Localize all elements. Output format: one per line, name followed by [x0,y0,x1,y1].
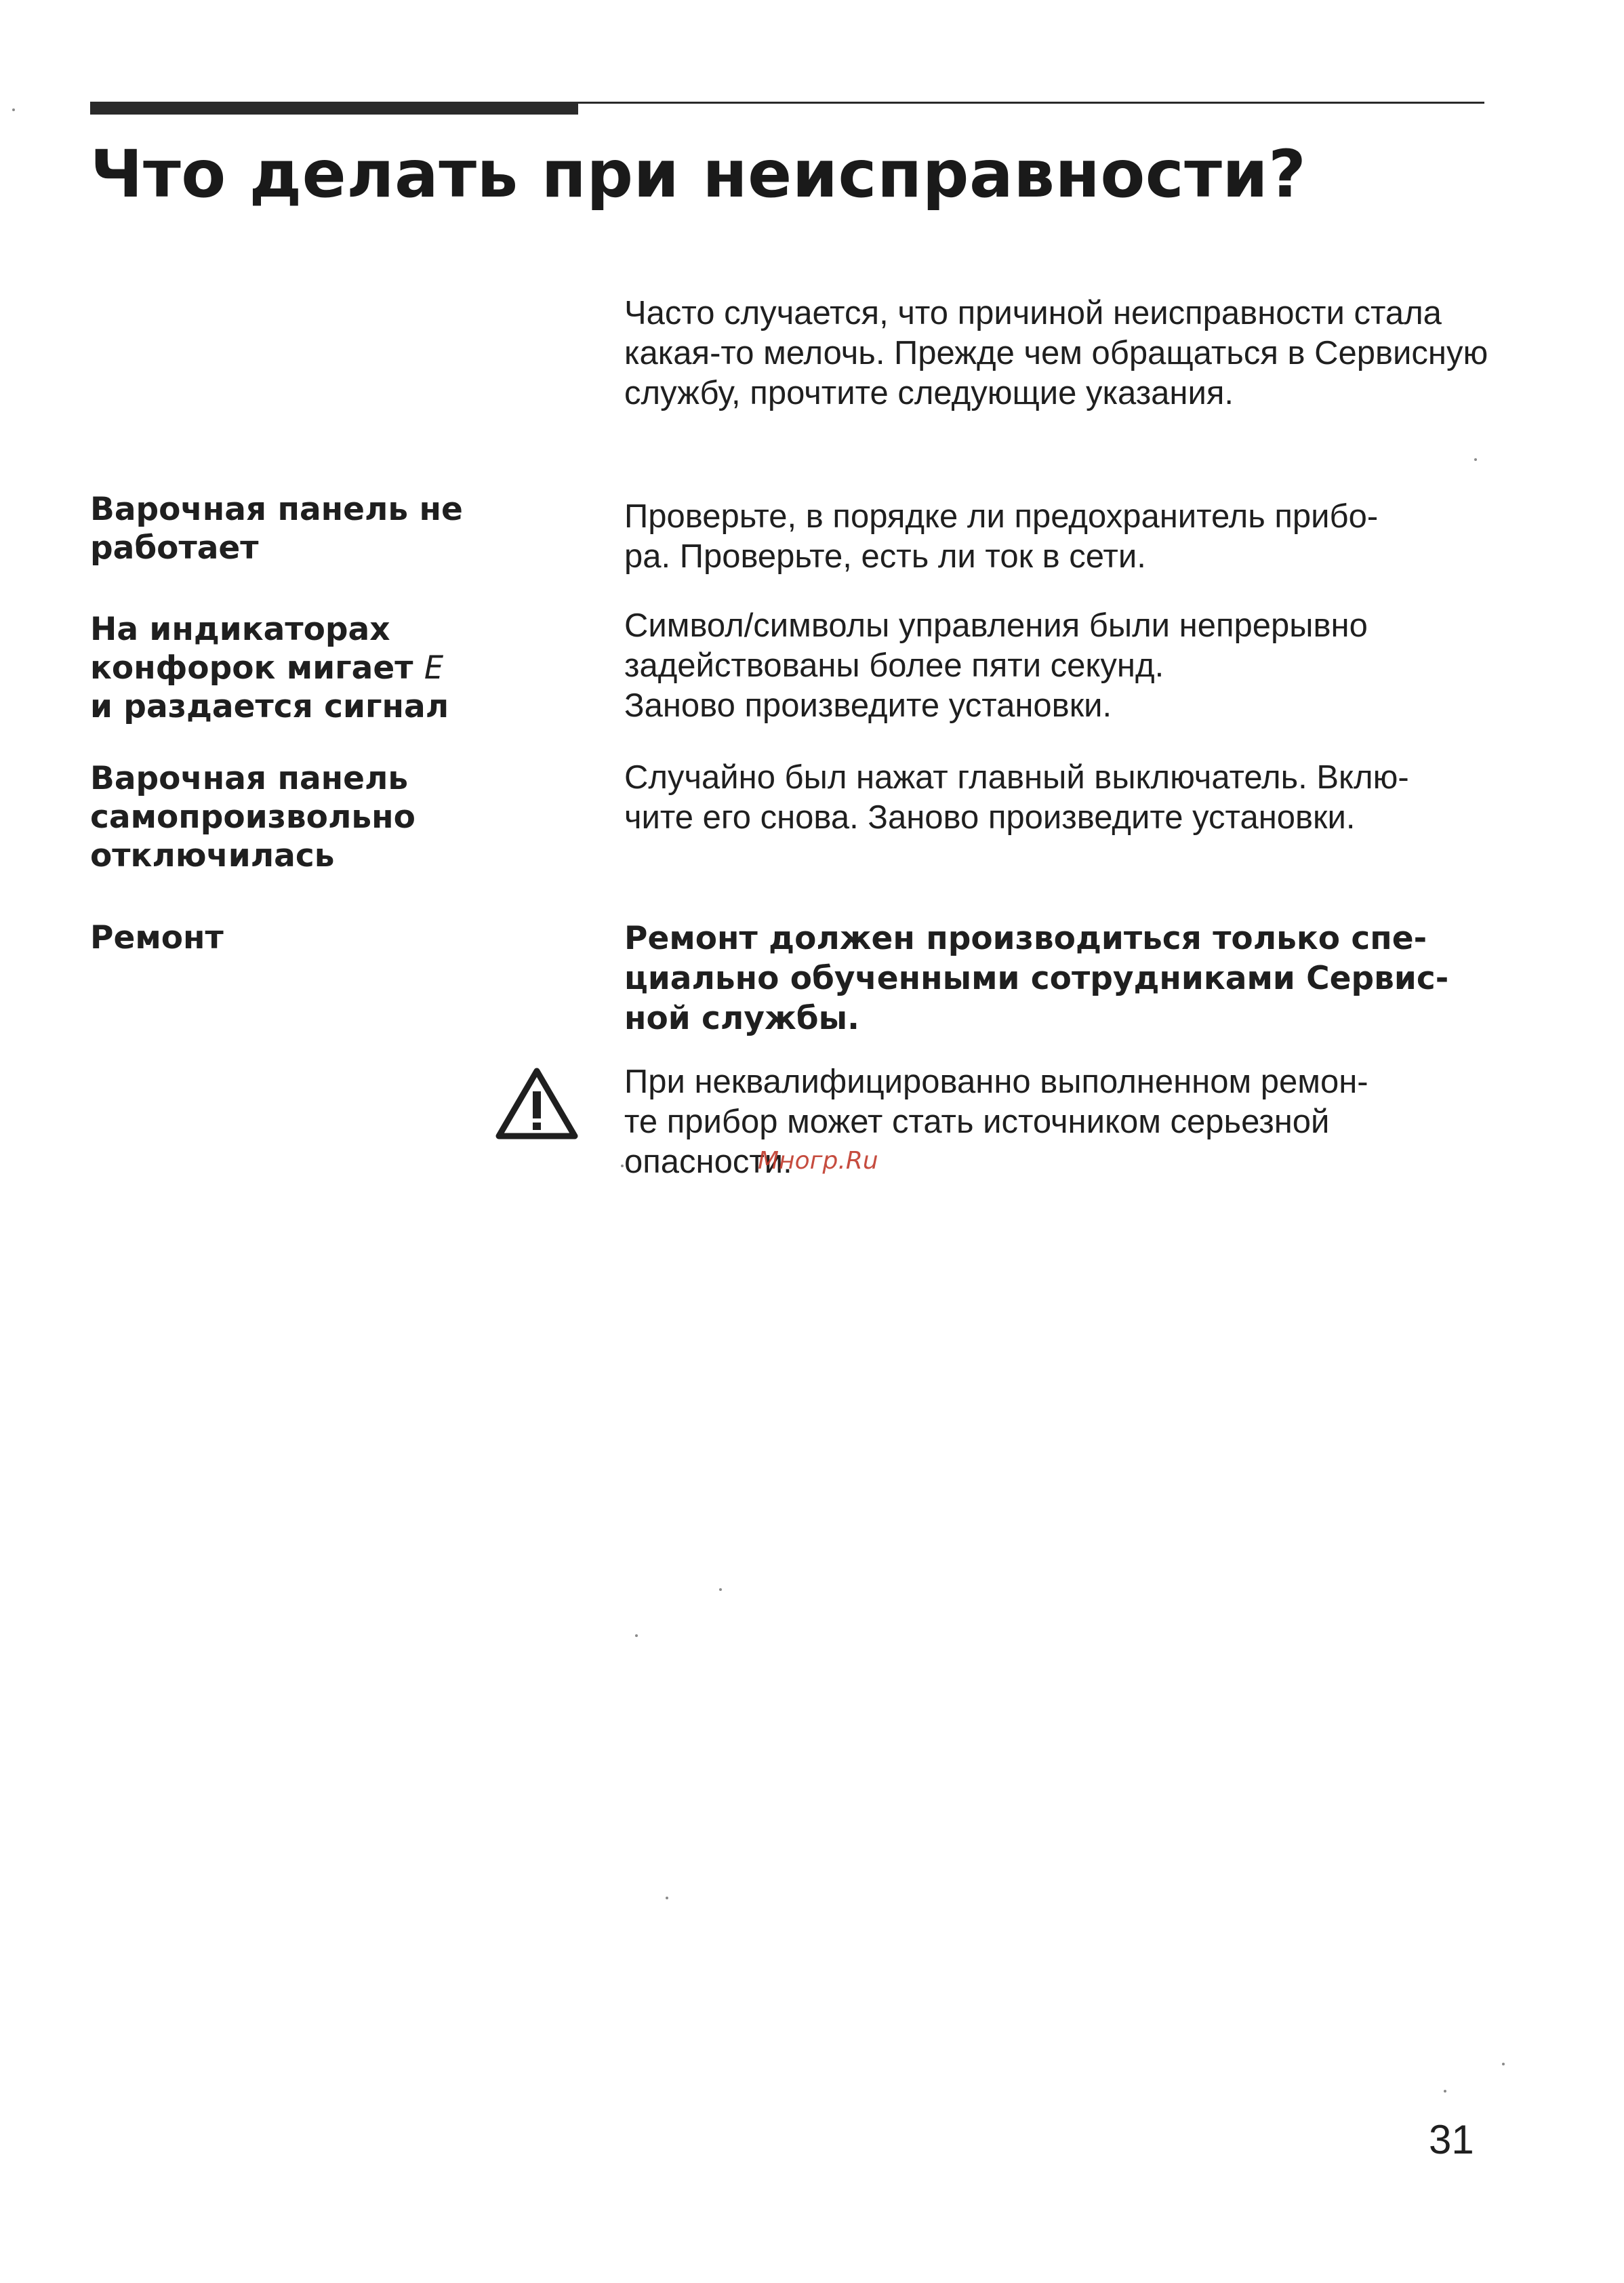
desc-line: Символ/символы управления были непрерывно [624,607,1368,644]
scan-speck [1502,2063,1505,2065]
desc-line: Случайно был нажат главный выключатель. Вклю- [624,759,1409,796]
page-number: 31 [1429,2117,1474,2162]
header-rule-thin [578,102,1484,104]
term-line: Ремонт [90,919,224,956]
display-symbol-e: E [424,649,444,687]
term-line: работает [90,529,259,567]
problem-term-4 [90,918,510,957]
desc-line: Заново произведите установки. [624,687,1112,724]
problem-term-3 [90,759,510,875]
desc-line: ной службы. [624,1000,859,1037]
desc-line: ра. Проверьте, есть ли ток в сети. [624,538,1146,575]
desc-line: При неквалифицированно выполненном ремон- [624,1064,1368,1100]
scan-speck [1474,458,1477,461]
term-line: На индикаторах [90,611,390,648]
scan-speck [621,1165,624,1167]
scan-speck [635,1634,638,1637]
watermark: Mногp.Ru [758,1147,878,1175]
desc-line: Проверьте, в порядке ли предохранитель прибо- [624,498,1379,535]
solution-text-2 [624,606,1492,726]
scan-speck [1444,2090,1446,2093]
desc-line: опасности. [624,1144,792,1180]
term-line-text: конфорок мигает [90,649,413,687]
header-rule-thick [90,102,578,115]
term-line: и раздается сигнал [90,688,449,725]
term-line: отключилась [90,837,335,874]
term-line: самопроизвольно [90,799,415,836]
desc-line: Ремонт должен производиться только спе- [624,920,1427,957]
warning-triangle-icon [493,1066,580,1142]
desc-line: циально обученными сотрудниками Сервис- [624,960,1449,997]
repair-notice [624,918,1492,1038]
page-title: Что делать при неисправности? [90,136,1307,212]
scan-speck [12,108,15,111]
term-line: Варочная панель [90,760,409,797]
scan-speck [719,1588,722,1591]
problem-term-1 [90,490,510,567]
warning-text [624,1062,1492,1182]
problem-term-2 [90,610,510,726]
desc-line: чите его снова. Заново произведите установки. [624,799,1356,836]
solution-text-1 [624,497,1492,577]
desc-line: те прибор может стать источником серьезной [624,1104,1330,1140]
intro-paragraph: Часто случается, что причиной неисправности стала какая-то мелочь. Прежде чем обращаться в Сервисную службу, прочтите следующие указания. [624,295,1488,411]
desc-line: задействованы более пяти секунд. [624,647,1164,684]
term-line: Варочная панель не [90,491,463,528]
term-line [90,649,510,687]
scan-speck [666,1897,668,1899]
solution-text-3 [624,758,1492,838]
